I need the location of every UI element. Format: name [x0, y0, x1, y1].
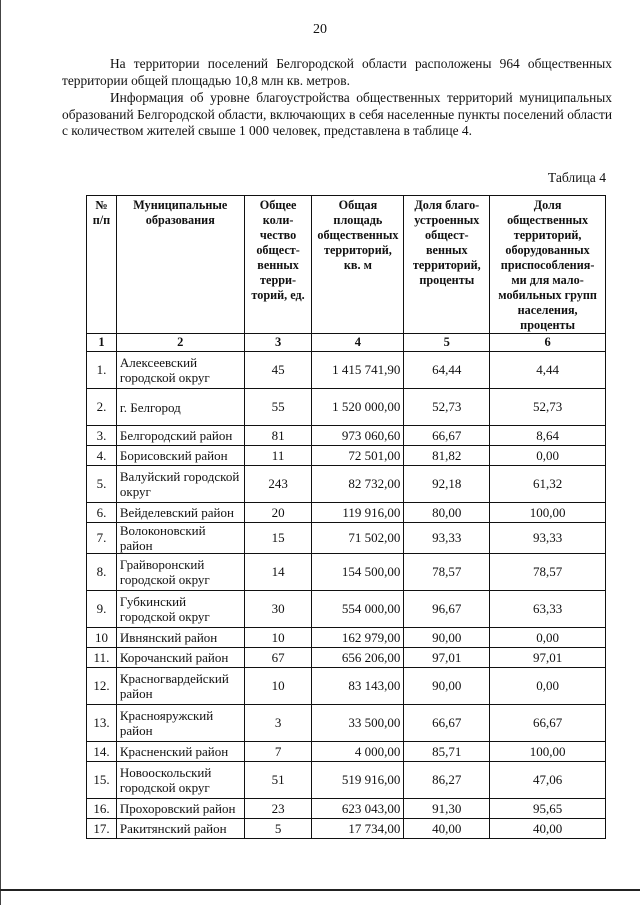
- table-row: [87, 352, 606, 389]
- share-accessible: 0,00: [490, 668, 606, 705]
- municipality-name: Волоконовский район: [116, 523, 244, 554]
- municipality-name: Краснояружский район: [116, 705, 244, 742]
- share-improved: 52,73: [404, 389, 490, 426]
- share-accessible: 40,00: [490, 819, 606, 839]
- share-accessible: 100,00: [490, 742, 606, 762]
- table-row: [87, 648, 606, 668]
- share-improved: 66,67: [404, 705, 490, 742]
- column-numbers-row: [87, 334, 606, 352]
- share-accessible: 63,33: [490, 591, 606, 628]
- share-accessible: 52,73: [490, 389, 606, 426]
- municipality-name: Новооскольский городской округ: [116, 762, 244, 799]
- territory-count: 3: [244, 705, 312, 742]
- territory-area: 1 520 000,00: [312, 389, 404, 426]
- territory-area: 623 043,00: [312, 799, 404, 819]
- table-row: [87, 523, 606, 554]
- column-number: 6: [490, 334, 606, 352]
- territory-count: 23: [244, 799, 312, 819]
- share-improved: 91,30: [404, 799, 490, 819]
- row-number: 5.: [87, 466, 117, 503]
- table-row: [87, 446, 606, 466]
- row-number: 8.: [87, 554, 117, 591]
- row-number: 17.: [87, 819, 117, 839]
- share-improved: 96,67: [404, 591, 490, 628]
- territory-area: 83 143,00: [312, 668, 404, 705]
- row-number: 15.: [87, 762, 117, 799]
- share-improved: 86,27: [404, 762, 490, 799]
- territory-count: 45: [244, 352, 312, 389]
- territory-area: 554 000,00: [312, 591, 404, 628]
- share-improved: 40,00: [404, 819, 490, 839]
- territory-count: 11: [244, 446, 312, 466]
- table-caption: Таблица 4: [547, 170, 606, 185]
- header-share-improved: Доля благо-устроенных общест-венных территорий, проценты: [404, 196, 490, 334]
- share-improved: 81,82: [404, 446, 490, 466]
- share-accessible: 0,00: [490, 628, 606, 648]
- share-improved: 93,33: [404, 523, 490, 554]
- header-number: № п/п: [87, 196, 117, 334]
- share-accessible: 4,44: [490, 352, 606, 389]
- share-accessible: 0,00: [490, 446, 606, 466]
- table-header-row: [87, 196, 606, 334]
- share-improved: 90,00: [404, 628, 490, 648]
- territory-area: 82 732,00: [312, 466, 404, 503]
- territory-count: 7: [244, 742, 312, 762]
- column-number: 1: [87, 334, 117, 352]
- row-number: 11.: [87, 648, 117, 668]
- table-row: [87, 554, 606, 591]
- share-accessible: 97,01: [490, 648, 606, 668]
- intro-paragraph: На территории поселений Белгородской области расположены 964 общественных территории общей площадью 10,8 млн кв. метров.: [62, 56, 612, 88]
- table-row: [87, 762, 606, 799]
- scan-left-edge: [0, 0, 1, 905]
- row-number: 16.: [87, 799, 117, 819]
- row-number: 9.: [87, 591, 117, 628]
- share-accessible: 47,06: [490, 762, 606, 799]
- municipality-name: Ракитянский район: [116, 819, 244, 839]
- territory-count: 55: [244, 389, 312, 426]
- municipality-name: Белгородский район: [116, 426, 244, 446]
- share-improved: 80,00: [404, 503, 490, 523]
- share-accessible: 100,00: [490, 503, 606, 523]
- table-row: [87, 591, 606, 628]
- table-row: [87, 742, 606, 762]
- share-accessible: 78,57: [490, 554, 606, 591]
- territory-count: 15: [244, 523, 312, 554]
- table-row: [87, 819, 606, 839]
- territory-count: 51: [244, 762, 312, 799]
- territory-count: 67: [244, 648, 312, 668]
- table-row: [87, 799, 606, 819]
- column-number: 3: [244, 334, 312, 352]
- table-row: [87, 426, 606, 446]
- territory-area: 162 979,00: [312, 628, 404, 648]
- territory-count: 5: [244, 819, 312, 839]
- municipality-name: Красненский район: [116, 742, 244, 762]
- table-row: [87, 628, 606, 648]
- territory-area: 973 060,60: [312, 426, 404, 446]
- header-municipality: Муниципальные образования: [116, 196, 244, 334]
- municipality-name: Вейделевский район: [116, 503, 244, 523]
- municipality-name: г. Белгород: [116, 389, 244, 426]
- row-number: 12.: [87, 668, 117, 705]
- row-number: 6.: [87, 503, 117, 523]
- scan-bottom-line: [0, 889, 640, 891]
- territory-area: 519 916,00: [312, 762, 404, 799]
- territory-count: 20: [244, 503, 312, 523]
- column-number: 2: [116, 334, 244, 352]
- territory-area: 72 501,00: [312, 446, 404, 466]
- territory-count: 30: [244, 591, 312, 628]
- row-number: 14.: [87, 742, 117, 762]
- row-number: 4.: [87, 446, 117, 466]
- header-count: Общее коли-чество общест-венных терри-торий, ед.: [244, 196, 312, 334]
- territory-area: 1 415 741,90: [312, 352, 404, 389]
- column-number: 5: [404, 334, 490, 352]
- share-improved: 66,67: [404, 426, 490, 446]
- row-number: 10: [87, 628, 117, 648]
- column-number: 4: [312, 334, 404, 352]
- territory-area: 17 734,00: [312, 819, 404, 839]
- share-improved: 85,71: [404, 742, 490, 762]
- territory-area: 33 500,00: [312, 705, 404, 742]
- info-paragraph: Информация об уровне благоустройства общественных территорий муниципальных образований Белгородской области, включающих в себя населенные пункты поселений области с количеством жителей свыше 1 000 человек, представлена в таблице 4.: [62, 90, 612, 139]
- row-number: 13.: [87, 705, 117, 742]
- share-improved: 97,01: [404, 648, 490, 668]
- table-row: [87, 389, 606, 426]
- municipality-name: Прохоровский район: [116, 799, 244, 819]
- share-accessible: 66,67: [490, 705, 606, 742]
- territory-count: 243: [244, 466, 312, 503]
- municipality-name: Ивнянский район: [116, 628, 244, 648]
- table-row: [87, 466, 606, 503]
- share-accessible: 93,33: [490, 523, 606, 554]
- share-accessible: 61,32: [490, 466, 606, 503]
- territory-count: 10: [244, 628, 312, 648]
- row-number: 2.: [87, 389, 117, 426]
- share-improved: 78,57: [404, 554, 490, 591]
- territory-area: 119 916,00: [312, 503, 404, 523]
- table-row: [87, 668, 606, 705]
- share-accessible: 95,65: [490, 799, 606, 819]
- territory-area: 154 500,00: [312, 554, 404, 591]
- municipality-name: Красногвардейский район: [116, 668, 244, 705]
- territory-count: 14: [244, 554, 312, 591]
- territory-count: 81: [244, 426, 312, 446]
- territories-table: [86, 195, 606, 839]
- municipality-name: Корочанский район: [116, 648, 244, 668]
- table-row: [87, 503, 606, 523]
- territory-area: 71 502,00: [312, 523, 404, 554]
- municipality-name: Валуйский городской округ: [116, 466, 244, 503]
- territory-count: 10: [244, 668, 312, 705]
- municipality-name: Алексеевский городской округ: [116, 352, 244, 389]
- share-improved: 92,18: [404, 466, 490, 503]
- territory-area: 4 000,00: [312, 742, 404, 762]
- header-share-accessible: Доля общественных территорий, оборудованных приспособления-ми для мало-мобильных групп населения, проценты: [490, 196, 606, 334]
- share-improved: 64,44: [404, 352, 490, 389]
- page-number: 20: [313, 22, 327, 37]
- header-area: Общая площадь общественных территорий, кв. м: [312, 196, 404, 334]
- municipality-name: Борисовский район: [116, 446, 244, 466]
- row-number: 3.: [87, 426, 117, 446]
- territory-area: 656 206,00: [312, 648, 404, 668]
- row-number: 1.: [87, 352, 117, 389]
- share-improved: 90,00: [404, 668, 490, 705]
- row-number: 7.: [87, 523, 117, 554]
- table-row: [87, 705, 606, 742]
- municipality-name: Губкинский городской округ: [116, 591, 244, 628]
- municipality-name: Грайворонский городской округ: [116, 554, 244, 591]
- share-accessible: 8,64: [490, 426, 606, 446]
